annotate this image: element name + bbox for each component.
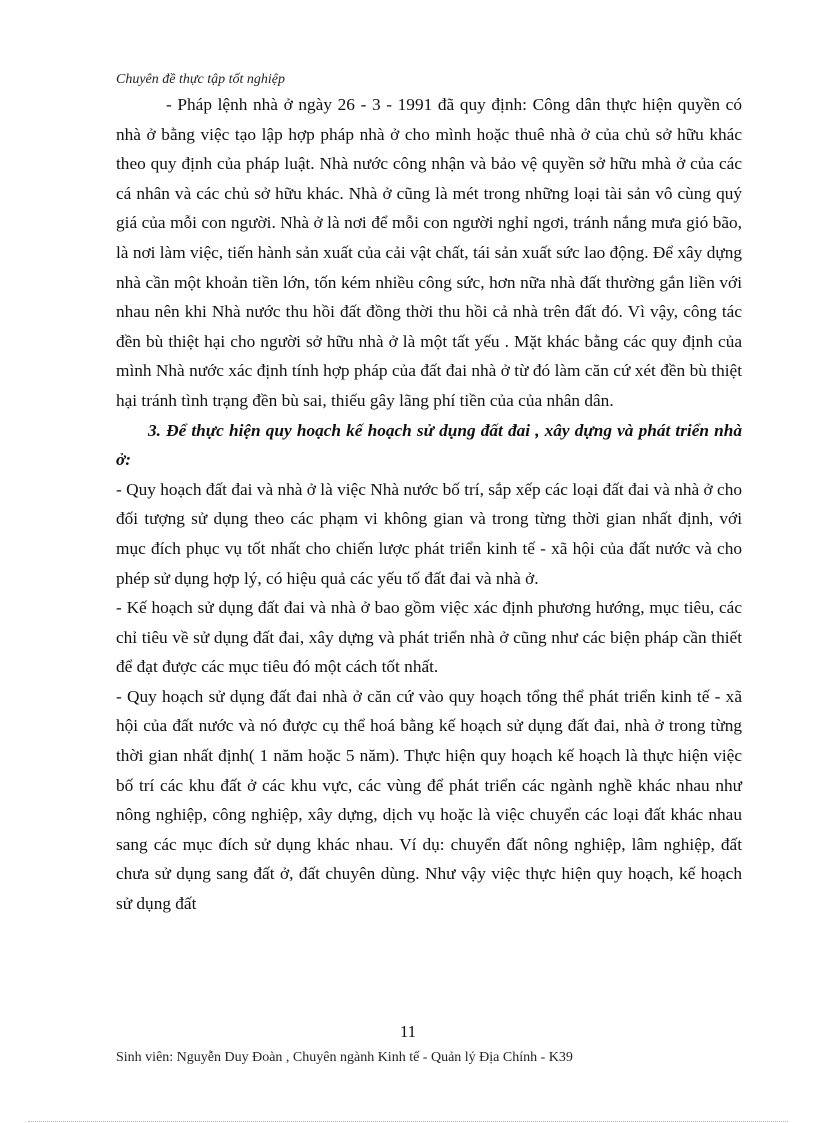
paragraph-housing-ordinance: - Pháp lệnh nhà ở ngày 26 - 3 - 1991 đã quy định: Công dân thực hiện quyền có nhà ở bằng việc tạo lập hợp pháp nhà ở cho mình hoặc thuê nhà ở của chủ sở hữu khác theo quy định của pháp luật. Nhà nước công nhận và bảo vệ quyền sở hữu mhà ở của các cá nhân và các chủ sở hữu khác. Nhà ở cũng là mét trong những loại tài sản vô cùng quý giá của mỗi con người. Nhà ở là nơi để mỗi con người nghỉ ngơi, tránh nắng mưa gió bão, là nơi làm việc, tiến hành sản xuất của cải vật chất, tái sản xuất sức lao động. Để xây dựng nhà cần một khoản tiền lớn, tốn kém nhiều công sức, hơn nữa nhà đất thường gắn liền với nhau nên khi Nhà nước thu hồi đất đồng thời thu hồi cả nhà trên đất đó. Vì vậy, công tác đền bù thiệt hại cho người sở hữu nhà ở là một tất yếu . Mặt khác bằng các quy định của mình Nhà nước xác định tính hợp pháp của đất đai nhà ở từ đó làm căn cứ xét đền bù thiệt hại tránh tình trạng đền bù sai, thiếu gây lãng phí tiền của của nhân dân. [116,95,742,410]
document-body [116,90,742,919]
document-header: Chuyên đề thực tập tốt nghiệp [116,72,285,87]
paragraph-land-use-plan: - Kế hoạch sử dụng đất đai và nhà ở bao gồm việc xác định phương hướng, mục tiêu, các chỉ tiêu về sử dụng đất đai, xây dựng và phát triển nhà ở cũng như các biện pháp cần thiết để đạt được các mục tiêu đó một cách tốt nhất. [116,598,742,677]
page-bottom-divider [28,1121,788,1122]
paragraph-land-planning: - Quy hoạch đất đai và nhà ở là việc Nhà nước bố trí, sắp xếp các loại đất đai và nhà ở cho đối tượng sử dụng theo các phạm vi không gian và trong từng thời gian nhất định, với mục đích phục vụ tốt nhất cho chiến lược phát triển kinh tế - xã hội của đất nước và cho phép sử dụng hợp lý, có hiệu quả các yếu tố đất đai và nhà ở. [116,479,742,588]
section-heading-3: 3. Để thực hiện quy hoạch kế hoạch sử dụng đất đai , xây dựng và phát triển nhà ở: [116,420,742,470]
paragraph-planning-implementation: - Quy hoạch sử dụng đất đai nhà ở căn cứ vào quy hoạch tổng thể phát triển kinh tế - xã hội của đất nước và nó được cụ thể hoá bằng kế hoạch sử dụng đất đai, nhà ở trong từng thời gian nhất định( 1 năm hoặc 5 năm). Thực hiện quy hoạch kế hoạch là thực hiện việc bố trí các khu đất ở các khu vực, các vùng để phát triển các ngành nghề khác nhau như nông nghiệp, công nghiệp, xây dựng, dịch vụ hoặc là việc chuyển các loại đất khác nhau sang các mục đích sử dụng khác nhau. Ví dụ: chuyển đất nông nghiệp, lâm nghiệp, đất chưa sử dụng sang đất ở, đất chuyên dùng. Như vậy việc thực hiện quy hoạch, kế hoạch sử dụng đất [116,686,742,914]
document-footer: Sinh viên: Nguyễn Duy Đoàn , Chuyên ngành Kinh tế - Quản lý Địa Chính - K39 [116,1050,573,1065]
page-number: 11 [399,1022,417,1041]
